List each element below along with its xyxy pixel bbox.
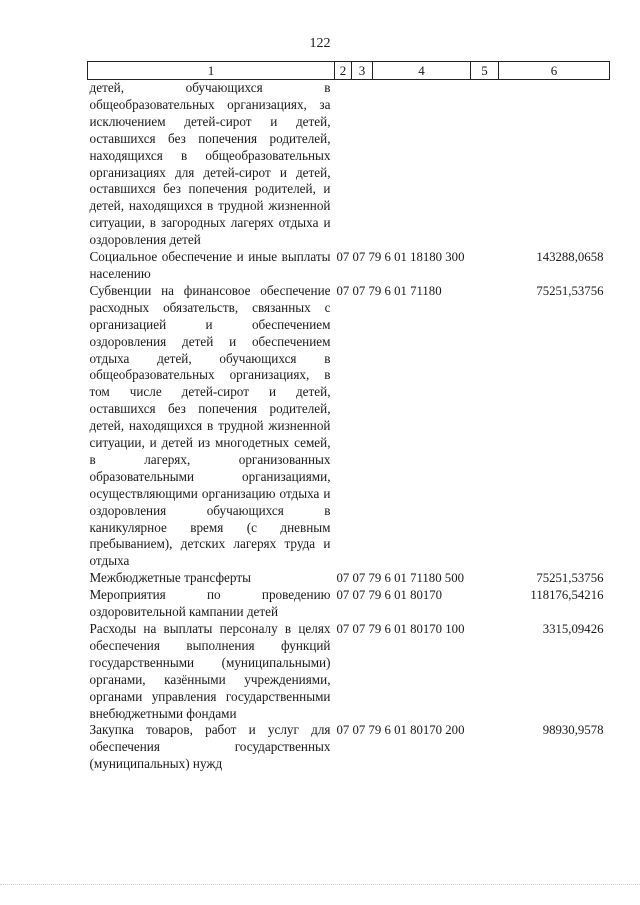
table-row <box>88 80 610 250</box>
header-cell-2: 2 <box>335 62 352 80</box>
table-row <box>88 722 610 773</box>
table-header <box>88 62 610 80</box>
row-sum: 3315,09426 <box>542 622 604 636</box>
header-cell-4: 4 <box>373 62 471 80</box>
row-description: детей, обучающихся в общеобразовательных организациях, за исключением детей-сирот и детей, оставшихся без попечения родителей, находящихся в общеобразовательных организациях для детей-сирот и детей, оставшихся без попечения родителей, и детей, находящихся в трудной жизненной ситуации, в загородных лагерях отдыха и оздоровления детей <box>89 80 331 248</box>
page-number: 122 <box>309 36 331 51</box>
row-code: 07 07 79 6 01 71180 500 <box>336 571 464 586</box>
row-sum: 75251,53756 <box>536 283 604 298</box>
row-description: Межбюджетные трансферты <box>89 570 251 586</box>
row-code: 07 07 79 6 01 80170 200 <box>336 723 465 738</box>
table-row <box>88 283 610 570</box>
row-description: Социальное обеспечение и иные выплаты населению <box>89 249 331 281</box>
row-sum: 118176,54216 <box>530 588 604 603</box>
table-row <box>88 587 610 621</box>
row-code: 07 07 79 6 01 71180 <box>336 283 442 298</box>
row-sum <box>499 80 610 250</box>
row-code: 07 07 79 6 01 80170 100 <box>336 622 465 636</box>
row-sum: 98930,9578 <box>542 723 604 738</box>
row-sum: 75251,53756 <box>536 571 604 586</box>
table-row <box>88 249 610 283</box>
header-cell-6: 6 <box>499 62 610 80</box>
row-description: Закупка товаров, работ и услуг для обеспечения государственных (муниципальных) нужд <box>89 722 331 772</box>
row-sum: 143288,0658 <box>536 250 604 265</box>
scan-edge-divider <box>0 884 640 895</box>
row-description: Мероприятия по проведению оздоровительной кампании детей <box>89 587 331 620</box>
header-cell-1: 1 <box>88 62 335 80</box>
row-code: 07 07 79 6 01 80170 <box>336 588 443 603</box>
row-description: Субвенции на финансовое обеспечение расходных обязательств, связанных с организацией и обеспечением оздоровления детей и обеспечением отдыха детей, обучающихся в общеобразовательных организациях, в том числе детей-сирот и детей, оставшихся без попечения родителей, детей, находящихся в трудной жизненной ситуации, и детей из многодетных семей, в лагерях, организованных образовательными организациями, осуществляющими организацию отдыха и оздоровления обучающихся в каникулярное время (с дневным пребыванием), детских лагерях труда и отдыха <box>89 282 331 569</box>
header-cell-3: 3 <box>352 62 373 80</box>
row-code <box>335 80 499 250</box>
table-row <box>88 621 610 722</box>
row-code: 07 07 79 6 01 18180 300 <box>336 250 465 265</box>
table-row <box>88 570 610 587</box>
row-description: Расходы на выплаты персоналу в целях обеспечения выполнения функций государственными (муниципальными) органами, казёнными учреждениями, органами управления государственными внебюджетными фондами <box>89 621 331 721</box>
header-cell-5: 5 <box>471 62 499 80</box>
budget-table <box>87 61 610 773</box>
